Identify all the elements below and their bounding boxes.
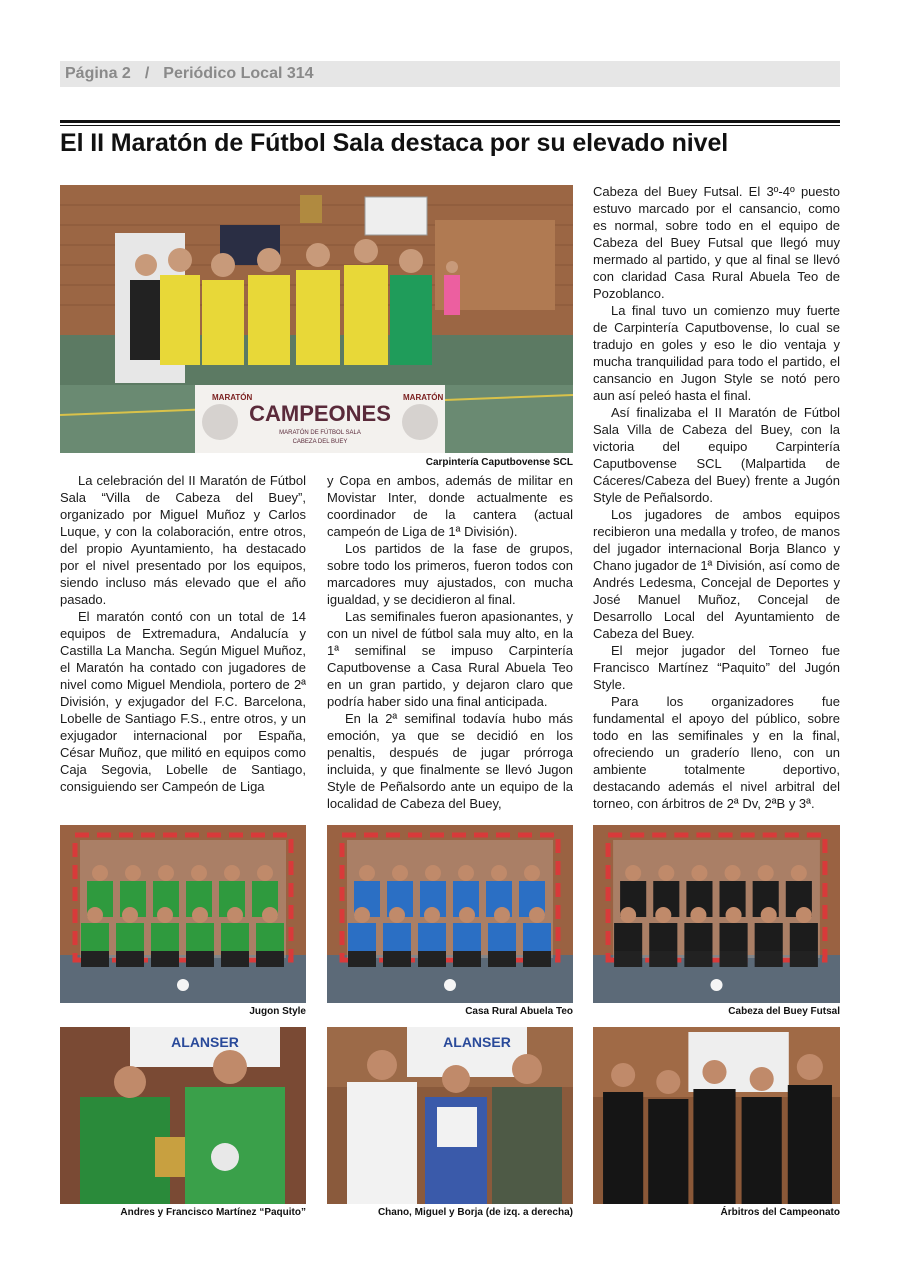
player-head <box>658 865 674 881</box>
player-shorts <box>614 951 642 967</box>
ball <box>444 979 456 991</box>
player-shorts <box>488 951 516 967</box>
player-head <box>491 865 507 881</box>
player-shirt <box>116 923 144 951</box>
player-shorts <box>649 951 677 967</box>
player-head <box>458 865 474 881</box>
player-shirt <box>81 923 109 951</box>
paragraph: En la 2ª semifinal todavía hubo más emoción, ya que se decidió en los penaltis, después de jugar prórroga incluida, y que finalmente se llevó Jugon Style de Peñalsordo ante un equipo de la localidad de Cabeza del Buey, <box>327 711 573 811</box>
paragraph: El maratón contó con un total de 14 equipos de Extremadura, Andalucía y Castilla La Mancha. Según Miguel Muñoz, el Maratón ha contado con jugadores de nivel como Miguel Mendiola, portero de 2ª División, y exjugador del F.C. Barcelona, Lobelle de Santiago F.S., entre otros, y un exjugador internacional por España, César Muñoz, que militó en equipos como Caja Segovia, Lobelle de Santiago, consiguiendo ser Campeón de Liga <box>60 609 306 794</box>
player-shirt <box>151 923 179 951</box>
player-head <box>690 907 706 923</box>
player-head <box>494 907 510 923</box>
paragraph: y Copa en ambos, además de militar en Movistar Inter, donde actualmente es coordinador de la cantera (actual campeón de Liga de 1ª División). <box>327 473 573 539</box>
player-shirt <box>221 923 249 951</box>
main-photo-champions <box>60 185 573 453</box>
ball <box>710 979 722 991</box>
article-headline: El II Maratón de Fútbol Sala destaca por su elevado nivel <box>60 129 729 157</box>
photo-chano-miguel-borja <box>327 1027 573 1204</box>
player-head <box>227 907 243 923</box>
player-head <box>459 907 475 923</box>
page-header <box>60 61 840 87</box>
photo-jugon-style <box>60 825 306 1003</box>
headline-rule-thin <box>60 125 840 126</box>
photo-arbitros <box>593 1027 840 1204</box>
player-head <box>359 865 375 881</box>
player-shorts <box>684 951 712 967</box>
paragraph: La celebración del II Maratón de Fútbol Sala “Villa de Cabeza del Buey”, organizado por Miguel Muñoz y Carlos Luque, y con la colaboración, entre otros, del propio Ayuntamiento, ha destacado por el nivel presentado por los equipos, siendo incluso más elevado que el año pasado. <box>60 473 306 607</box>
player-shorts <box>453 951 481 967</box>
player-head <box>796 907 812 923</box>
player-head <box>791 865 807 881</box>
banner-campeones: CAMPEONES <box>249 401 391 426</box>
player-head <box>392 865 408 881</box>
main-photo-caption: Carpintería Caputbovense SCL <box>425 457 573 468</box>
player-head <box>87 907 103 923</box>
player-shorts <box>790 951 818 967</box>
caption-casa-rural-abuela-teo: Casa Rural Abuela Teo <box>465 1006 573 1017</box>
player-shorts <box>523 951 551 967</box>
paragraph: El mejor jugador del Torneo fue Francisco Martínez “Paquito” del Jugón Style. <box>593 643 840 692</box>
player-head <box>389 907 405 923</box>
player-shorts <box>348 951 376 967</box>
paragraph: Los partidos de la fase de grupos, sobre todo los primeros, fueron todos con marcadores muy ajustados, con mucha igualdad, y se decidieron al final. <box>327 541 573 607</box>
player-shorts <box>418 951 446 967</box>
banner-logo-right: MARATÓN <box>403 393 444 402</box>
player-head <box>157 907 173 923</box>
banner-logo-left: MARATÓN <box>212 393 253 402</box>
player-shorts <box>221 951 249 967</box>
paragraph: Para los organizadores fue fundamental el apoyo del público, sobre todo en las semifinales y en la final, ofreciendo un graderío lleno, con un ambiente totalmente deportivo, destacando además el nivel arbitral del torneo, con árbitros de 2ª Dv, 2ªB y 3ª. <box>593 694 840 811</box>
player-shirt <box>684 923 712 951</box>
player-shirt <box>186 923 214 951</box>
player-shorts <box>256 951 284 967</box>
ball <box>177 979 189 991</box>
banner-subtitle-1: MARATÓN DE FÚTBOL SALA <box>279 430 361 436</box>
player-shorts <box>151 951 179 967</box>
player-head <box>529 907 545 923</box>
player-shirt <box>453 923 481 951</box>
player-head <box>192 907 208 923</box>
player-shirt <box>348 923 376 951</box>
player-head <box>725 865 741 881</box>
caption-arbitros: Árbitros del Campeonato <box>720 1207 840 1218</box>
sign-alanser: ALANSER <box>171 1034 239 1050</box>
player-shirt <box>649 923 677 951</box>
player-head <box>691 865 707 881</box>
player-head <box>655 907 671 923</box>
player-head <box>761 907 777 923</box>
player-shorts <box>383 951 411 967</box>
article-column-2 <box>327 472 573 812</box>
article-column-1 <box>60 472 306 795</box>
paragraph: Las semifinales fueron apasionantes, y con un nivel de fútbol sala muy alto, en la 1ª semifinal se impuso Carpintería Caputbovense a Casa Rural Abuela Teo en un gran partido, y dejaron claro que podría haber sido una final anticipada. <box>327 609 573 709</box>
player-shorts <box>116 951 144 967</box>
paragraph: Así finalizaba el II Maratón de Fútbol Sala Villa de Cabeza del Buey, con la victoria del equipo Carpintería Caputbovense SCL (Malpartida de Cáceres/Cabeza del Buey) frente a Jugón Style de Peñalsordo. <box>593 405 840 505</box>
player-shirt <box>418 923 446 951</box>
player-shirt <box>256 923 284 951</box>
player-head <box>191 865 207 881</box>
page-number: Página 2 <box>65 65 131 82</box>
article-column-3 <box>593 183 840 812</box>
paragraph: Los jugadores de ambos equipos recibieron una medalla y trofeo, de manos del jugador internacional Borja Blanco y Chano jugador de 1ª División, así como de Andrés Ledesma, Concejal de Deportes y José Manuel Muñoz, Concejal de Desarrollo Local del Ayuntamiento de Cabeza del Buey. <box>593 507 840 641</box>
caption-andres-paquito: Andres y Francisco Martínez “Paquito” <box>120 1207 306 1218</box>
photo-cabeza-del-buey-futsal <box>593 825 840 1003</box>
player-shirt <box>488 923 516 951</box>
player-head <box>620 907 636 923</box>
player-shorts <box>81 951 109 967</box>
header-separator: / <box>144 65 150 82</box>
player-shirt <box>383 923 411 951</box>
player-shorts <box>720 951 748 967</box>
player-head <box>524 865 540 881</box>
headline-rule-thick <box>60 120 840 123</box>
banner-subtitle-2: CABEZA DEL BUEY <box>292 439 348 445</box>
caption-jugon-style: Jugon Style <box>249 1006 306 1017</box>
player-head <box>758 865 774 881</box>
publication-name: Periódico Local 314 <box>163 65 314 82</box>
player-head <box>726 907 742 923</box>
player-head <box>424 907 440 923</box>
paragraph: La final tuvo un comienzo muy fuerte de Carpintería Caputbovense, lo cual se tradujo en goles y eso le dio ventaja y mucha tranquilidad para todo el partido, el cansancio en Jugon Style se notó pero aun así peleó hasta el final. <box>593 303 840 403</box>
sign-alanser-2: ALANSER <box>443 1034 511 1050</box>
player-head <box>158 865 174 881</box>
photo-andres-paquito <box>60 1027 306 1204</box>
player-head <box>262 907 278 923</box>
player-shorts <box>755 951 783 967</box>
player-head <box>125 865 141 881</box>
player-shirt <box>614 923 642 951</box>
player-shirt <box>790 923 818 951</box>
player-head <box>224 865 240 881</box>
caption-chano-miguel-borja: Chano, Miguel y Borja (de izq. a derecha) <box>377 1207 573 1218</box>
player-shirt <box>755 923 783 951</box>
player-head <box>425 865 441 881</box>
player-head <box>92 865 108 881</box>
player-head <box>354 907 370 923</box>
player-head <box>257 865 273 881</box>
player-shorts <box>186 951 214 967</box>
photo-casa-rural-abuela-teo <box>327 825 573 1003</box>
player-shirt <box>523 923 551 951</box>
player-shirt <box>720 923 748 951</box>
caption-cabeza-del-buey-futsal: Cabeza del Buey Futsal <box>728 1006 840 1017</box>
player-head <box>625 865 641 881</box>
paragraph: Cabeza del Buey Futsal. El 3º-4º puesto estuvo marcado por el cansancio, como es normal, sobre todo en el equipo de Cabeza del Buey Futsal que llegó muy mermado al partido, y que al final se llevó con claridad Casa Rural Abuela Teo de Pozoblanco. <box>593 184 840 301</box>
player-head <box>122 907 138 923</box>
